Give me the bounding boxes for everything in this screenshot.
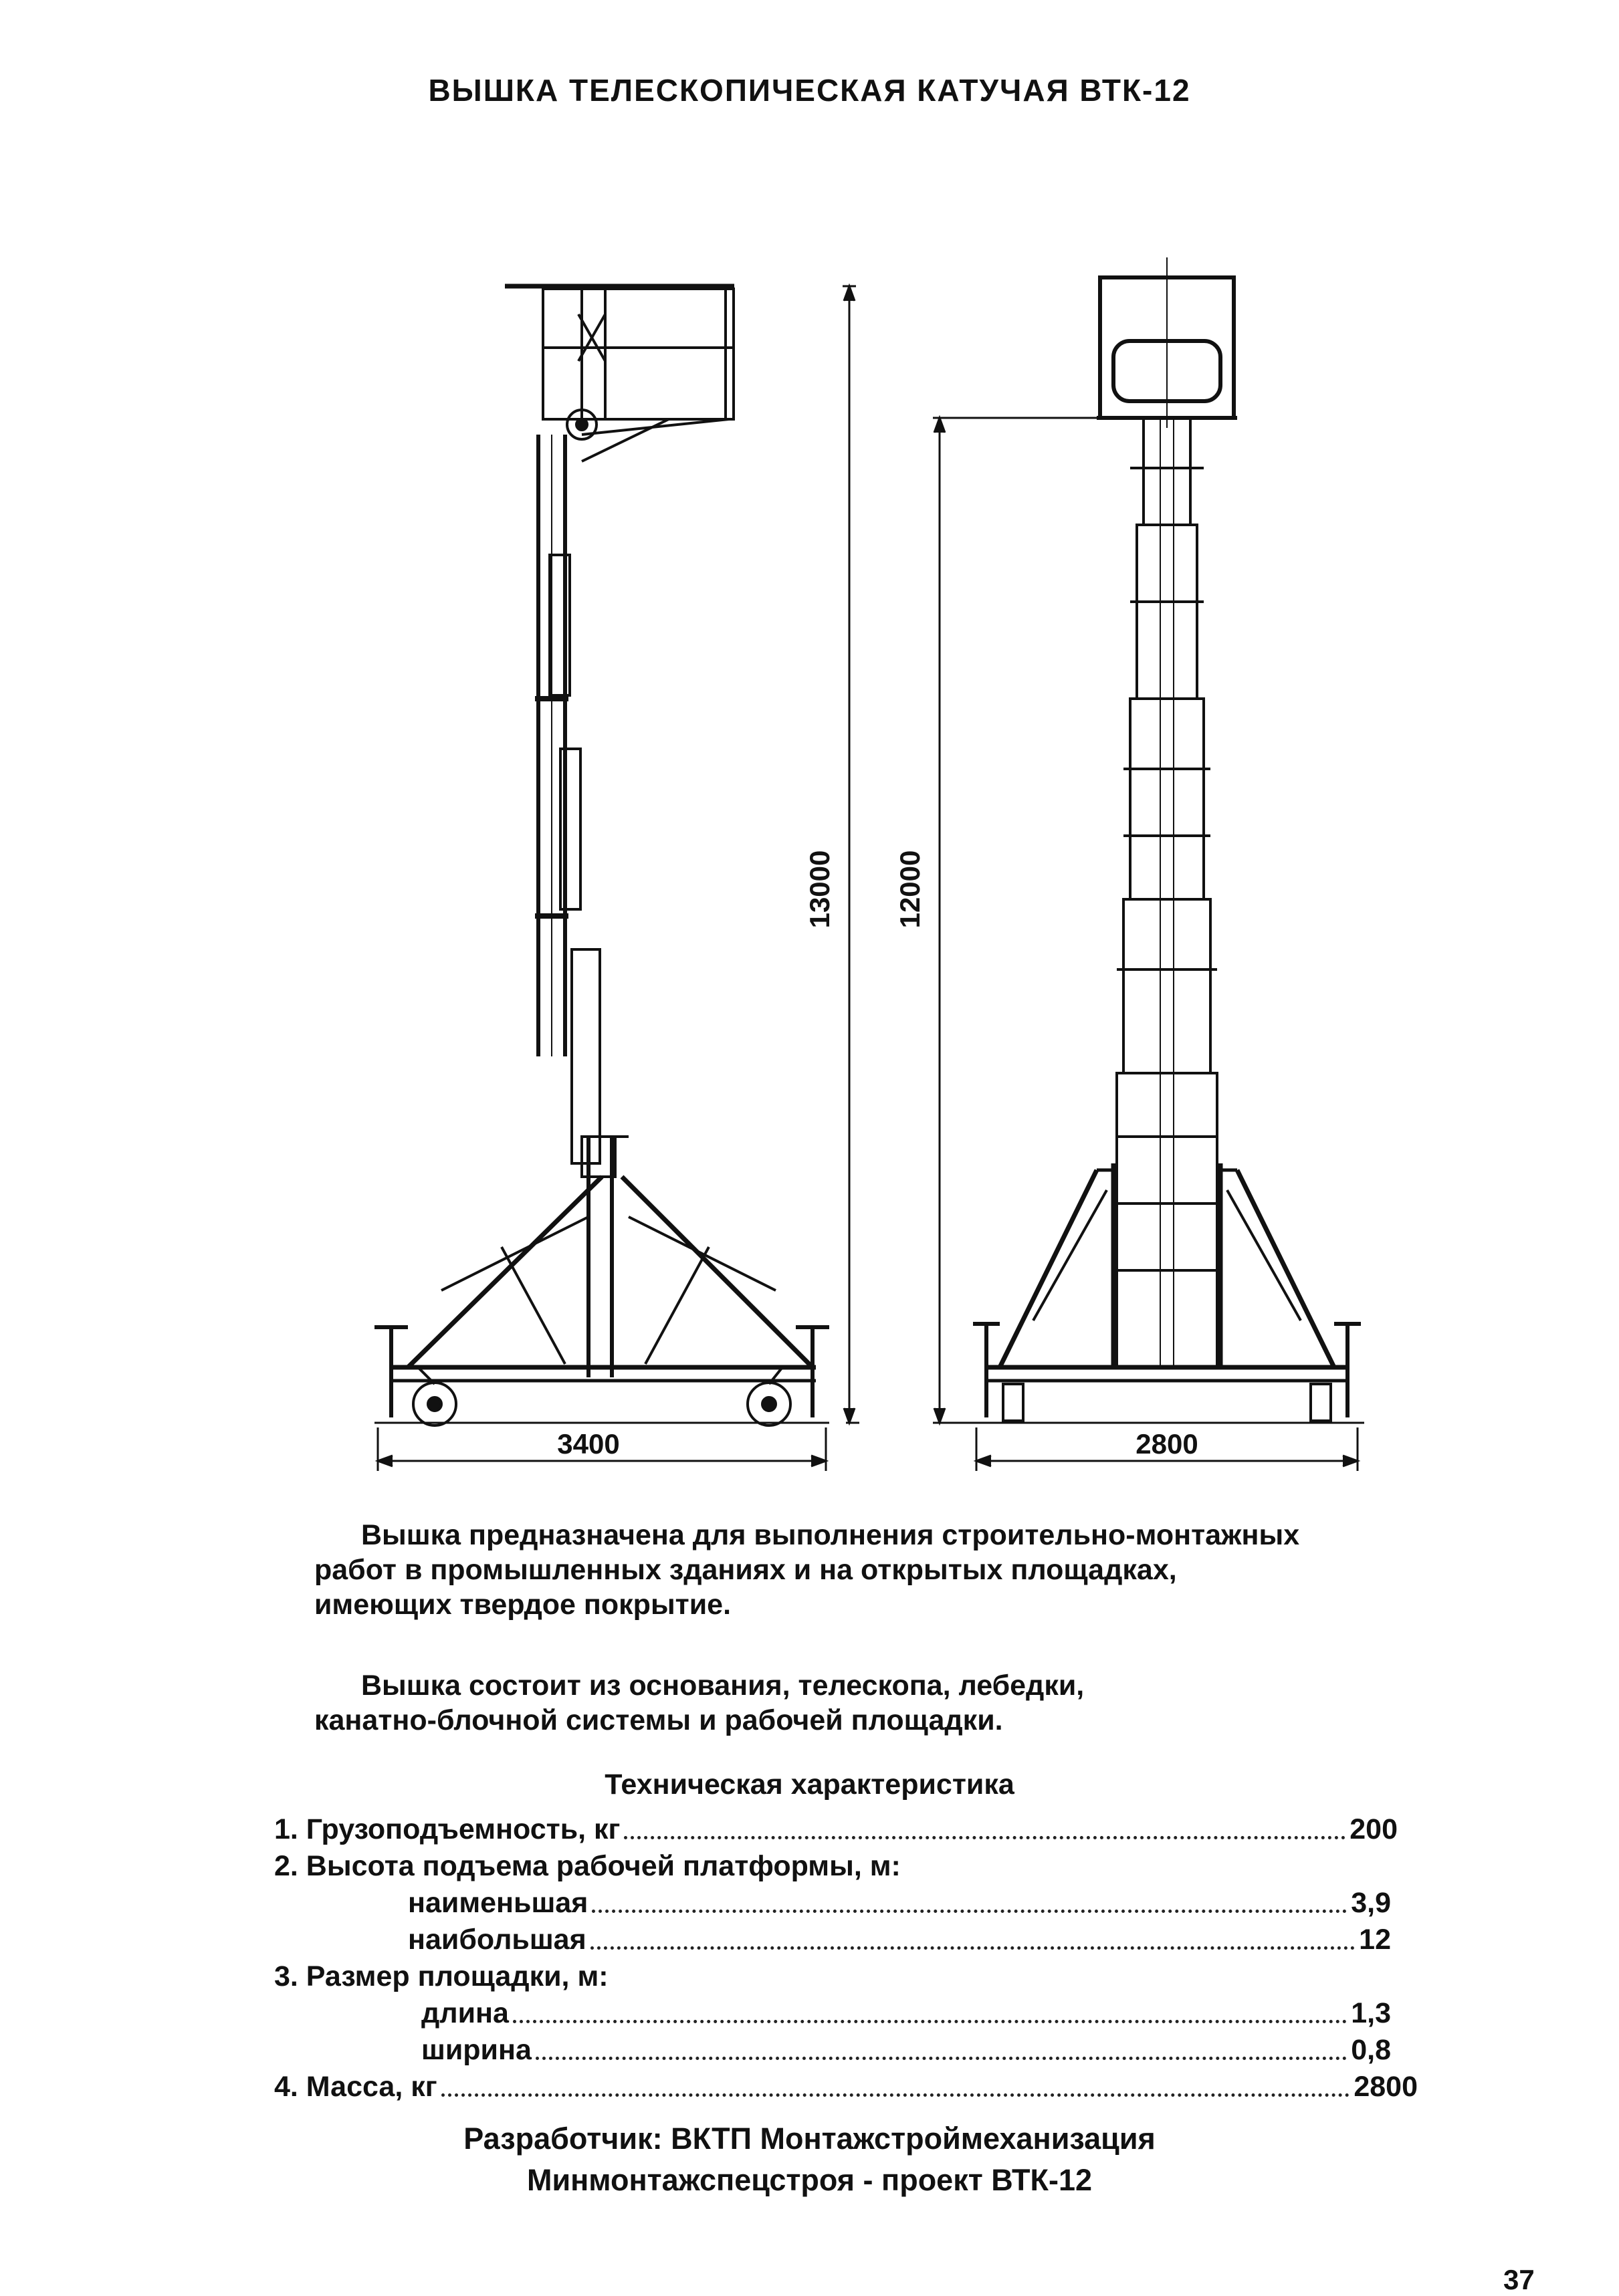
spec-label: 2. Высота подъема рабочей платформы, м: bbox=[274, 1850, 901, 1882]
spec-label: наименьшая bbox=[408, 1887, 588, 1919]
footer-line-2: Минмонтажспецстроя - проект ВТК-12 bbox=[526, 2163, 1093, 2197]
spec-row-length bbox=[421, 1992, 1391, 2030]
developer-footer bbox=[0, 2118, 1619, 2201]
leader-dots bbox=[624, 1836, 1345, 1839]
text-line: имеющих твердое покрытие. bbox=[314, 1589, 732, 1621]
text-line: канатно-блочной системы и рабочей площадки. bbox=[314, 1704, 1003, 1736]
front-view-tower bbox=[973, 257, 1364, 1423]
text-line: работ в промышленных зданиях и на открытых площадках, bbox=[314, 1554, 1177, 1586]
spec-row-size-heading bbox=[274, 1956, 1398, 1993]
spec-label: наибольшая bbox=[408, 1924, 586, 1956]
spec-row-max-height bbox=[408, 1919, 1391, 1956]
spec-label: ширина bbox=[421, 2034, 532, 2066]
front-height-dimension: 12000 bbox=[894, 850, 926, 929]
leader-dots bbox=[441, 2093, 1350, 2097]
spec-value: 2800 bbox=[1354, 2071, 1418, 2103]
spec-value: 12 bbox=[1359, 1924, 1391, 1956]
page-title: ВЫШКА ТЕЛЕСКОПИЧЕСКАЯ КАТУЧАЯ ВТК-12 bbox=[428, 73, 1191, 108]
text-line: Вышка предназначена для выполнения строительно-монтажных bbox=[361, 1519, 1300, 1551]
side-view-tower bbox=[374, 286, 829, 1425]
spec-label: 1. Грузоподъемность, кг bbox=[274, 1813, 621, 1845]
text-line: Вышка состоит из основания, телескопа, лебедки, bbox=[361, 1670, 1085, 1702]
spec-row-capacity bbox=[274, 1809, 1398, 1846]
leader-dots bbox=[513, 2020, 1347, 2023]
spec-label: 3. Размер площадки, м: bbox=[274, 1960, 609, 1992]
page-number: 37 bbox=[1503, 2264, 1535, 2295]
footer-line-1: Разработчик: ВКТП Монтажстроймеханизация bbox=[463, 2121, 1156, 2156]
description-paragraph-1 bbox=[314, 1518, 1299, 1622]
front-width-dimension: 2800 bbox=[1136, 1428, 1198, 1460]
spec-value: 1,3 bbox=[1351, 1997, 1391, 2029]
spec-value: 200 bbox=[1350, 1813, 1398, 1845]
leader-dots bbox=[590, 1946, 1355, 1950]
leader-dots bbox=[536, 2057, 1347, 2060]
leader-dots bbox=[592, 1910, 1347, 1913]
side-view-dimensions bbox=[378, 286, 859, 1471]
spec-row-height-heading bbox=[274, 1845, 1398, 1883]
spec-label: 4. Масса, кг bbox=[274, 2071, 437, 2103]
side-width-dimension: 3400 bbox=[557, 1428, 620, 1460]
spec-label: длина bbox=[421, 1997, 509, 2029]
specs-title: Техническая характеристика bbox=[605, 1768, 1014, 1801]
spec-value: 0,8 bbox=[1351, 2034, 1391, 2066]
spec-row-width bbox=[421, 2029, 1391, 2067]
side-height-dimension: 13000 bbox=[804, 850, 835, 929]
spec-value: 3,9 bbox=[1351, 1887, 1391, 1919]
spec-row-min-height bbox=[408, 1882, 1391, 1920]
spec-row-mass bbox=[274, 2066, 1418, 2103]
description-paragraph-2 bbox=[314, 1668, 1084, 1738]
front-view-dimensions bbox=[933, 418, 1358, 1471]
